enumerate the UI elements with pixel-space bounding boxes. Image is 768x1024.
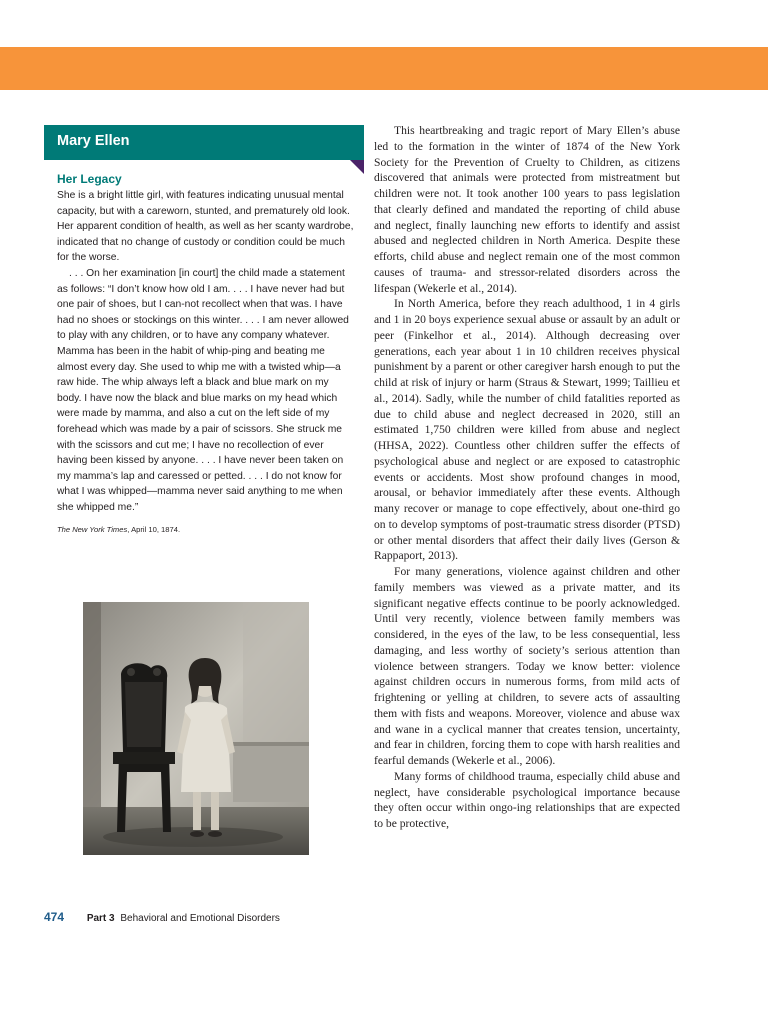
source-title: The New York Times xyxy=(57,525,128,535)
sidebar-box xyxy=(44,125,364,534)
source-date: , April 10, 1874. xyxy=(127,525,181,535)
body-paragraph: In North America, before they reach adulthood, 1 in 4 girls and 1 in 20 boys experience sexual abuse or assault by an adult or peer (Finkelhor et al., 2014). Although decreasing over generations, each year about 1 in 10 children receives physical punishment by a parent or other caregiver harsh enough to put the child at risk of injury or harm (Straus & Stewart, 1999; Taillieu et al., 2014). Sadly, while the number of child fatalities reported as due to child abuse and neglect decreased in 2020, still an estimated 1,750 children were killed from abuse and neglect (HHSA, 2022). Countless other children suffer the effects of psychological abuse and neglect or are exposed to catastrophic events or accidents. Most show profound changes in mood, arousal, or behavior immediately after these events. Although many recover or manage to cope effectively, about one-third go on to develop symptoms of post-traumatic stress disorder (PTSD) or other mental disorders that affect their daily lives (Gerson & Rappaport, 2013). xyxy=(374,297,680,563)
sidebar-paragraph: . . . On her examination [in court] the child made a statement as follows: “I don’t know how old I am. . . . I have never had but one pair of shoes, but I can-not recollect when that was. I have had no shoes or stockings on this winter. . . . I am never allowed to play with any children, or to have any company whatever. Mamma has been in the habit of whip-ping and beating me almost every day. She used to whip me with a twisted whip—a raw hide. The whip always left a black and blue mark on my body. I have now the black and blue marks on my head which were made by mamma, and also a cut on the left side of my forehead which was made by a pair of scissors. She struck me with the scissors and cut me; I have no recollection of ever having been kissed by anyone. . . . I have never been taken on my mamma’s lap and caressed or petted. . . . I do not know for what I was whipped—mamma never said anything to me when she whipped me.” xyxy=(57,267,349,513)
page-footer xyxy=(44,910,280,924)
sidebar-body xyxy=(44,160,364,534)
body-paragraph: This heartbreaking and tragic report of Mary Ellen’s abuse led to the formation in the winter of 1874 of the New York Society for the Prevention of Cruelty to Children, as citizens discovered that animals were protected from mistreatment but children were not. It took another 100 years to pass legislation that clearly defined and mandated the reporting of child abuse and neglect, finally launching new efforts to identify and assist abused and neglected children in North America. Despite these efforts, child abuse and neglect remain one of the most common causes of trauma- and stressor-related disorders across the lifespan (Wekerle et al., 2014). xyxy=(374,124,680,295)
body-paragraph: For many generations, violence against children and other family members was viewed as a private matter, and its significant negative effects continue to be poorly acknowledged. Until very recently, violence between family members was considered, in the eyes of the law, to be less consequential, less damaging, and less worthy of society’s serious attention than violence between strangers. Today we know better: violence against children occurs in numerous forms, from mild acts of frightening or yelling at children, to severe acts of assaulting them with fists and weapons. Moreover, violence and abuse wax and wane in a cyclical manner that creates tension, uncertainty, and fear in children, forcing them to cope with harsh realities and fearful demands (Wekerle et al., 2006). xyxy=(374,565,680,767)
main-text-column xyxy=(374,123,680,832)
corner-fold-decoration xyxy=(350,160,364,174)
top-color-band xyxy=(0,47,768,90)
sidebar-header xyxy=(44,125,364,160)
part-title: Behavioral and Emotional Disorders xyxy=(120,913,280,924)
body-paragraph: Many forms of childhood trauma, especially child abuse and neglect, have considerable psychological importance because they often occur within ongo-ing relationships that are expected to be protective, xyxy=(374,769,680,830)
part-label: Part 3 xyxy=(86,913,115,924)
sidebar-paragraph: She is a bright little girl, with features indicating unusual mental capacity, but with a careworn, stunted, and prematurely old look. Her apparent condition of health, as well as her scanty wardrobe, indicated that no change of custody or condition could be much for the worse. xyxy=(57,190,354,264)
sidebar-source-citation xyxy=(57,525,354,534)
historical-photo-child xyxy=(83,602,309,855)
page-number: 474 xyxy=(44,910,65,924)
sidebar-subheading: Her Legacy xyxy=(57,172,122,186)
sidebar-title: Mary Ellen xyxy=(57,133,130,149)
